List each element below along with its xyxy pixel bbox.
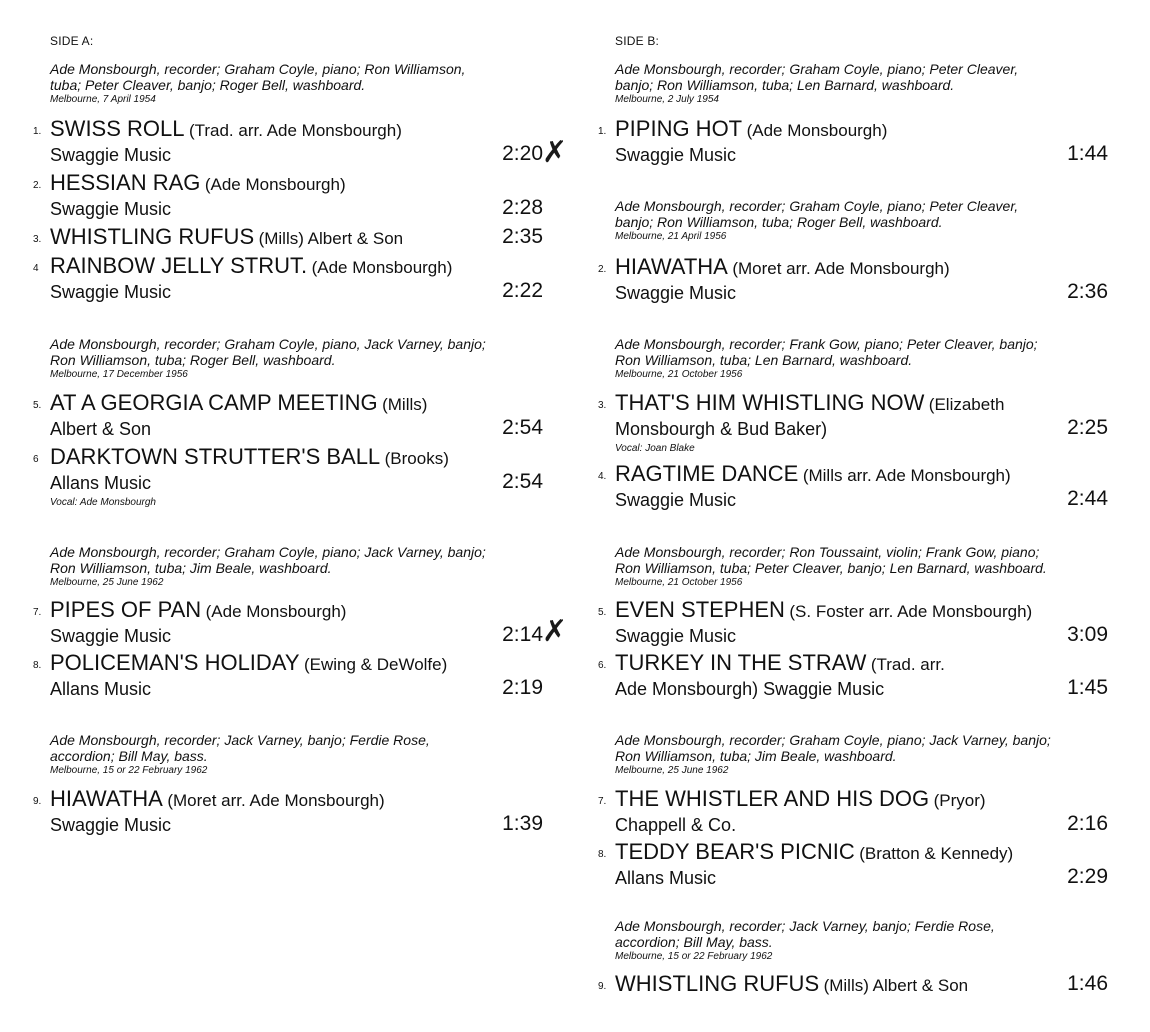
track-title: PIPES OF PAN bbox=[50, 597, 202, 622]
track-number: 5. bbox=[598, 607, 607, 618]
track-duration: 2:44 bbox=[1067, 487, 1108, 510]
track-publisher: Albert & Son bbox=[50, 419, 152, 439]
personnel-line: Ade Monsbourgh, recorder; Graham Coyle, piano; Jack Varney, banjo; bbox=[50, 544, 486, 560]
track-title: WHISTLING RUFUS bbox=[50, 224, 255, 249]
track-credit: (Mills) Albert & Son bbox=[258, 229, 404, 248]
track-title-line bbox=[50, 224, 403, 253]
track-title: THAT'S HIM WHISTLING NOW bbox=[615, 390, 925, 415]
track-title: SWISS ROLL bbox=[50, 116, 185, 141]
recording-info: Melbourne, 17 December 1956 bbox=[50, 369, 188, 380]
track-duration: 3:09 bbox=[1067, 623, 1108, 646]
personnel-line: Ade Monsbourgh, recorder; Jack Varney, banjo; Ferdie Rose, bbox=[615, 918, 995, 934]
track-credit: (Trad. arr. bbox=[870, 655, 945, 674]
track-title-line bbox=[50, 597, 346, 626]
track-title: DARKTOWN STRUTTER'S BALL bbox=[50, 444, 381, 469]
track-publisher: Swaggie Music bbox=[615, 145, 737, 165]
personnel-line: Ade Monsbourgh, recorder; Graham Coyle, piano; Ron Williamson, bbox=[50, 61, 466, 77]
recording-info: Melbourne, 15 or 22 February 1962 bbox=[50, 765, 208, 776]
session-b4 bbox=[615, 544, 1047, 590]
track-title: WHISTLING RUFUS bbox=[615, 971, 820, 996]
personnel-line: tuba; Peter Cleaver, banjo; Roger Bell, washboard. bbox=[50, 77, 366, 93]
track-title-line bbox=[50, 116, 402, 145]
track-publisher: Swaggie Music bbox=[50, 626, 172, 646]
track-credit: (Ewing & DeWolfe) bbox=[303, 655, 448, 674]
track-credit: (Mills) Albert & Son bbox=[823, 976, 969, 995]
track-credit: (Moret arr. Ade Monsbourgh) bbox=[167, 791, 385, 810]
recording-info: Melbourne, 25 June 1962 bbox=[50, 577, 164, 588]
side-a-heading: SIDE A: bbox=[50, 34, 94, 48]
track-title: HIAWATHA bbox=[615, 254, 728, 279]
track-title-line bbox=[50, 650, 447, 679]
track-credit: (Trad. arr. Ade Monsbourgh) bbox=[188, 121, 402, 140]
track-credit: (Mills arr. Ade Monsbourgh) bbox=[802, 466, 1011, 485]
track-title-line bbox=[615, 461, 1011, 490]
track-title: AT A GEORGIA CAMP MEETING bbox=[50, 390, 378, 415]
personnel-line: Ade Monsbourgh, recorder; Jack Varney, banjo; Ferdie Rose, bbox=[50, 732, 430, 748]
track-publisher: Swaggie Music bbox=[615, 283, 737, 303]
track-duration: 2:19 bbox=[502, 676, 543, 699]
track-credit: (Elizabeth bbox=[928, 395, 1005, 414]
personnel-line: Ron Williamson, tuba; Roger Bell, washboard. bbox=[50, 352, 336, 368]
track-publisher: Allans Music bbox=[50, 679, 152, 699]
personnel-line: Ron Williamson, tuba; Len Barnard, washboard. bbox=[615, 352, 913, 368]
track-number: 8. bbox=[33, 660, 42, 671]
track-title-line bbox=[615, 254, 950, 283]
track-duration: 2:22 bbox=[502, 279, 543, 302]
track-duration: 2:28 bbox=[502, 196, 543, 219]
track-title: RAINBOW JELLY STRUT. bbox=[50, 253, 308, 278]
track-title-line bbox=[615, 650, 945, 679]
track-publisher: Swaggie Music bbox=[50, 815, 172, 835]
track-title-line bbox=[50, 444, 449, 473]
session-a3 bbox=[50, 544, 486, 590]
track-number: 2. bbox=[598, 264, 607, 275]
track-number: 6. bbox=[598, 660, 607, 671]
vocal-credit: Vocal: Ade Monsbourgh bbox=[50, 497, 156, 508]
personnel-line: Ron Williamson, tuba; Jim Beale, washboard. bbox=[615, 748, 897, 764]
track-title-line bbox=[50, 253, 452, 282]
personnel-line: Ade Monsbourgh, recorder; Graham Coyle, piano; Jack Varney, banjo; bbox=[615, 732, 1051, 748]
track-title: RAGTIME DANCE bbox=[615, 461, 799, 486]
track-duration: 2:54 bbox=[502, 470, 543, 493]
track-duration: 2:16 bbox=[1067, 812, 1108, 835]
track-duration: 1:44 bbox=[1067, 142, 1108, 165]
track-number: 2. bbox=[33, 180, 42, 191]
track-credit: (S. Foster arr. Ade Monsbourgh) bbox=[789, 602, 1033, 621]
vocal-credit: Vocal: Joan Blake bbox=[615, 443, 695, 454]
track-credit: (Ade Monsbourgh) bbox=[746, 121, 888, 140]
track-title-line bbox=[615, 971, 968, 1000]
track-credit: (Brooks) bbox=[384, 449, 449, 468]
track-publisher: Swaggie Music bbox=[50, 145, 172, 165]
handwritten-x-mark: ✗ bbox=[542, 615, 568, 648]
track-credit: (Ade Monsbourgh) bbox=[205, 602, 347, 621]
recording-info: Melbourne, 25 June 1962 bbox=[615, 765, 729, 776]
personnel-line: Ade Monsbourgh, recorder; Graham Coyle, piano; Peter Cleaver, bbox=[615, 61, 1019, 77]
recording-info: Melbourne, 2 July 1954 bbox=[615, 94, 719, 105]
handwritten-x-mark: ✗ bbox=[542, 136, 568, 169]
personnel-line: accordion; Bill May, bass. bbox=[615, 934, 773, 950]
track-credit: (Bratton & Kennedy) bbox=[859, 844, 1014, 863]
track-number: 7. bbox=[33, 607, 42, 618]
track-publisher: Chappell & Co. bbox=[615, 815, 737, 835]
personnel-line: Ron Williamson, tuba; Jim Beale, washboard. bbox=[50, 560, 332, 576]
session-b2 bbox=[615, 198, 1018, 244]
track-duration: 2:36 bbox=[1067, 280, 1108, 303]
personnel-line: accordion; Bill May, bass. bbox=[50, 748, 208, 764]
track-number: 9. bbox=[598, 981, 607, 992]
track-title: PIPING HOT bbox=[615, 116, 743, 141]
session-a1 bbox=[50, 61, 465, 107]
track-credit: (Mills) bbox=[382, 395, 428, 414]
track-publisher: Swaggie Music bbox=[615, 626, 737, 646]
track-publisher: Allans Music bbox=[50, 473, 152, 493]
recording-info: Melbourne, 7 April 1954 bbox=[50, 94, 156, 105]
session-b1 bbox=[615, 61, 1018, 107]
track-number: 9. bbox=[33, 796, 42, 807]
track-title: POLICEMAN'S HOLIDAY bbox=[50, 650, 300, 675]
track-publisher: Ade Monsbourgh) Swaggie Music bbox=[615, 679, 885, 699]
track-title-line bbox=[615, 597, 1032, 626]
track-publisher: Swaggie Music bbox=[50, 199, 172, 219]
session-a4 bbox=[50, 732, 430, 778]
track-duration: 1:39 bbox=[502, 812, 543, 835]
side-b-heading: SIDE B: bbox=[615, 34, 660, 48]
track-number: 7. bbox=[598, 796, 607, 807]
track-credit: (Pryor) bbox=[933, 791, 986, 810]
track-duration: 2:29 bbox=[1067, 865, 1108, 888]
track-publisher: Allans Music bbox=[615, 868, 717, 888]
track-number: 1. bbox=[598, 126, 607, 137]
personnel-line: Ron Williamson, tuba; Peter Cleaver, banjo; Len Barnard, washboard. bbox=[615, 560, 1047, 576]
personnel-line: Ade Monsbourgh, recorder; Frank Gow, piano; Peter Cleaver, banjo; bbox=[615, 336, 1038, 352]
track-duration: 2:54 bbox=[502, 416, 543, 439]
personnel-line: banjo; Ron Williamson, tuba; Len Barnard, washboard. bbox=[615, 77, 955, 93]
track-duration: 2:20 bbox=[502, 142, 543, 165]
recording-info: Melbourne, 21 October 1956 bbox=[615, 577, 743, 588]
track-duration: 2:14 bbox=[502, 623, 543, 646]
track-publisher: Swaggie Music bbox=[615, 490, 737, 510]
track-title: HESSIAN RAG bbox=[50, 170, 201, 195]
personnel-line: banjo; Ron Williamson, tuba; Roger Bell, washboard. bbox=[615, 214, 943, 230]
track-title: EVEN STEPHEN bbox=[615, 597, 785, 622]
recording-info: Melbourne, 21 April 1956 bbox=[615, 231, 727, 242]
track-publisher: Monsbourgh & Bud Baker) bbox=[615, 419, 828, 439]
personnel-line: Ade Monsbourgh, recorder; Graham Coyle, piano; Peter Cleaver, bbox=[615, 198, 1019, 214]
track-number: 1. bbox=[33, 126, 42, 137]
session-b5 bbox=[615, 732, 1051, 778]
track-duration: 1:46 bbox=[1067, 972, 1108, 995]
track-credit: (Ade Monsbourgh) bbox=[204, 175, 346, 194]
track-number: 5. bbox=[33, 400, 42, 411]
track-credit: (Moret arr. Ade Monsbourgh) bbox=[732, 259, 950, 278]
track-title-line bbox=[615, 390, 1004, 419]
track-title-line bbox=[50, 390, 427, 419]
track-publisher: Swaggie Music bbox=[50, 282, 172, 302]
track-title-line bbox=[50, 786, 385, 815]
track-duration: 2:25 bbox=[1067, 416, 1108, 439]
track-title: THE WHISTLER AND HIS DOG bbox=[615, 786, 930, 811]
track-title: HIAWATHA bbox=[50, 786, 163, 811]
session-b3 bbox=[615, 336, 1038, 382]
track-title: TURKEY IN THE STRAW bbox=[615, 650, 867, 675]
track-credit: (Ade Monsbourgh) bbox=[311, 258, 453, 277]
track-title-line bbox=[615, 116, 887, 145]
track-number: 6 bbox=[33, 454, 39, 465]
track-title: TEDDY BEAR'S PICNIC bbox=[615, 839, 855, 864]
track-number: 3. bbox=[33, 234, 42, 245]
session-b6 bbox=[615, 918, 995, 964]
track-title-line bbox=[50, 170, 346, 199]
track-number: 8. bbox=[598, 849, 607, 860]
track-title-line bbox=[615, 839, 1013, 868]
track-duration: 1:45 bbox=[1067, 676, 1108, 699]
track-duration: 2:35 bbox=[502, 225, 543, 248]
track-title-line bbox=[615, 786, 986, 815]
personnel-line: Ade Monsbourgh, recorder; Graham Coyle, piano, Jack Varney, banjo; bbox=[50, 336, 486, 352]
track-number: 4. bbox=[598, 471, 607, 482]
recording-info: Melbourne, 15 or 22 February 1962 bbox=[615, 951, 773, 962]
track-number: 3. bbox=[598, 400, 607, 411]
recording-info: Melbourne, 21 October 1956 bbox=[615, 369, 743, 380]
track-number: 4 bbox=[33, 263, 39, 274]
session-a2 bbox=[50, 336, 486, 382]
personnel-line: Ade Monsbourgh, recorder; Ron Toussaint, violin; Frank Gow, piano; bbox=[615, 544, 1040, 560]
